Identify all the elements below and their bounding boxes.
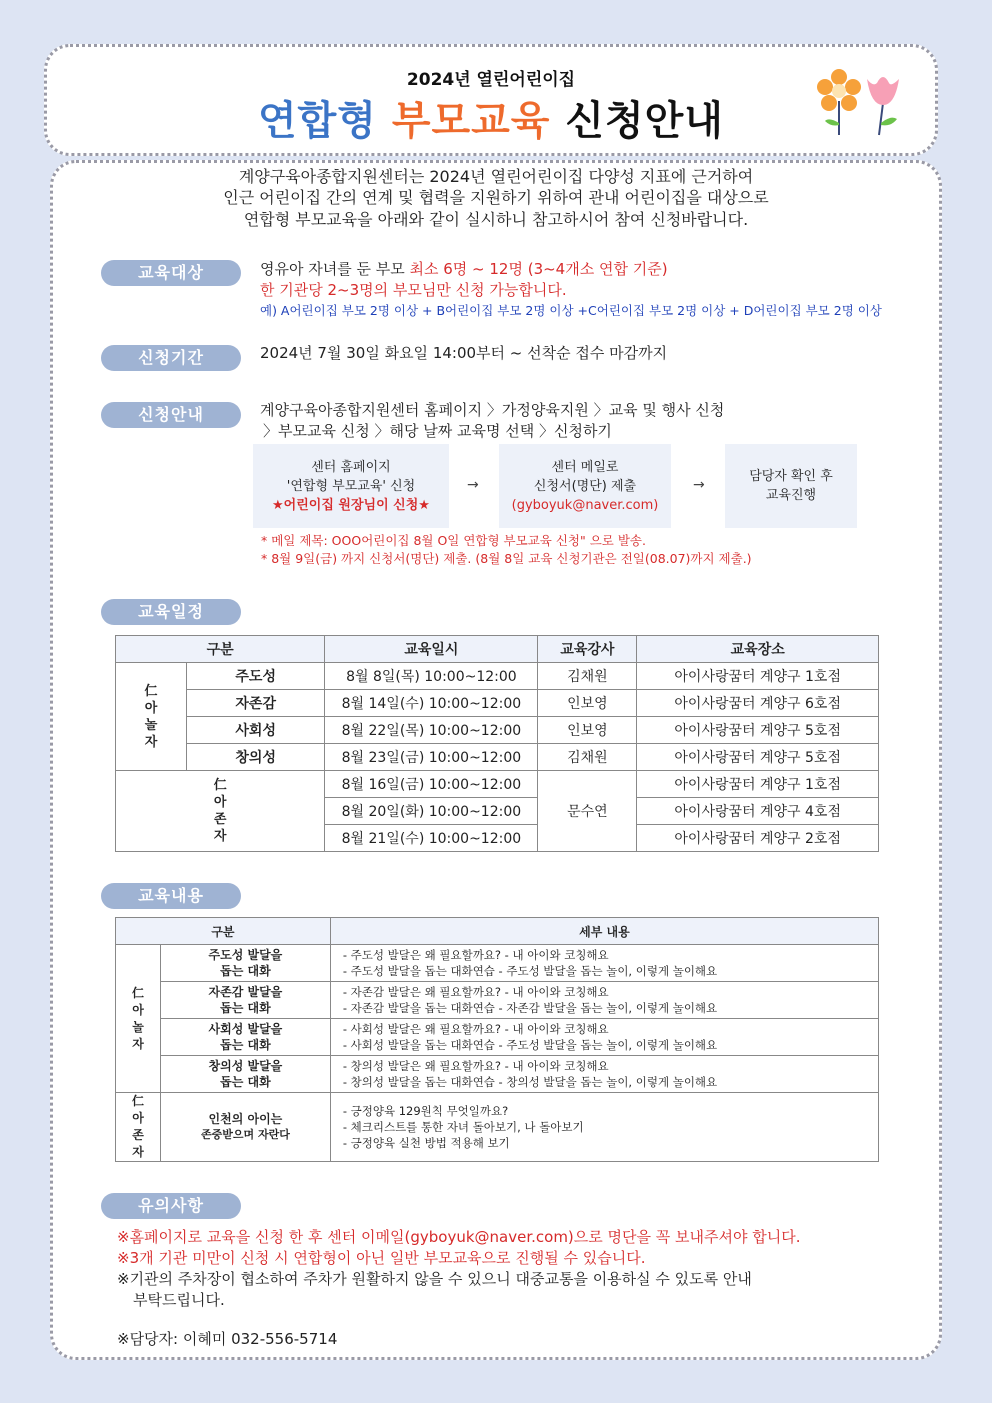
intro-line-1: 계양구육아종합지원센터는 2024년 열린어린이집 다양성 지표에 근거하여: [238, 167, 754, 186]
schedule-place: 아이사랑꿈터 계양구 6호점: [637, 690, 879, 717]
flow-arrow-1: →: [467, 477, 479, 493]
flow-step-1-line-1: 센터 홈페이지: [311, 459, 391, 475]
content-name: 인천의 아이는 존중받으며 자란다: [161, 1093, 331, 1162]
schedule-table: [115, 635, 879, 852]
content-detail: - 사회성 발달은 왜 필요할까요? - 내 아이와 코칭해요 - 사회성 발달을 돕는 대화연습 - 주도성 발달을 돕는 놀이, 이렇게 놀이해요: [330, 1019, 878, 1056]
flow-step-3-line-2: 교육진행: [765, 488, 817, 503]
table-row: [116, 663, 879, 690]
schedule-date: 8월 20일(화) 10:00~12:00: [325, 798, 538, 825]
content-detail: - 창의성 발달은 왜 필요할까요? - 내 아이와 코칭해요 - 창의성 발달을 돕는 대화연습 - 창의성 발달을 돕는 놀이, 이렇게 놀이해요: [330, 1056, 878, 1093]
content-group-1: 仁 아 놀 자: [116, 945, 161, 1093]
schedule-name: 자존감: [187, 690, 325, 717]
flower-icon: [809, 63, 909, 139]
schedule-place: 아이사랑꿈터 계양구 2호점: [637, 825, 879, 852]
contact-info: ※담당자: 이혜미 032-556-5714: [117, 1330, 338, 1348]
table-row: [116, 1019, 879, 1056]
intro-line-3: 연합형 부모교육을 아래와 같이 실시하니 참고하시어 참여 신청바랍니다.: [243, 210, 749, 229]
note-2: ※3개 기관 미만이 신청 시 연합형이 아닌 일반 부모교육으로 진행될 수 있습니다.: [117, 1249, 646, 1267]
main-box: [50, 160, 942, 1360]
schedule-header: 교육일시: [325, 636, 538, 663]
schedule-header: 교육강사: [538, 636, 637, 663]
schedule-place: 아이사랑꿈터 계양구 1호점: [637, 771, 879, 798]
flow-step-2-line-2: 신청서(명단) 제출: [533, 478, 637, 494]
table-row: [116, 717, 879, 744]
schedule-date: 8월 14일(수) 10:00~12:00: [325, 690, 538, 717]
guide-note-1: * 메일 제목: OOO어린이집 8월 O일 연합형 부모교육 신청" 으로 발송.: [261, 533, 646, 548]
flow-arrow-2: →: [693, 477, 705, 493]
guide-line-2: 〉부모교육 신청 〉해당 날짜 교육명 선택 〉신청하기: [263, 422, 612, 440]
content-name: 사회성 발달을 돕는 대화: [161, 1019, 331, 1056]
target-line-1: [260, 258, 668, 279]
schedule-teacher: 김채원: [538, 744, 637, 771]
schedule-date: 8월 16일(금) 10:00~12:00: [325, 771, 538, 798]
content-name: 자존감 발달을 돕는 대화: [161, 982, 331, 1019]
title-part-3: 신청안내: [565, 98, 724, 144]
table-row: [116, 1056, 879, 1093]
table-row: [116, 982, 879, 1019]
content-table: [115, 917, 879, 1162]
subtitle: 2024년 열린어린이집: [406, 70, 576, 90]
title-part-1: 연합형: [258, 98, 377, 144]
schedule-name: 창의성: [187, 744, 325, 771]
schedule-date: 8월 23일(금) 10:00~12:00: [325, 744, 538, 771]
header-box: [44, 44, 938, 156]
intro-line-2: 인근 어린이집 간의 연계 및 협력을 지원하기 위하여 관내 어린이집을 대상으로: [223, 188, 769, 207]
content-header: 세부 내용: [330, 918, 878, 945]
note-1: ※홈페이지로 교육을 신청 한 후 센터 이메일(gyboyuk@naver.com)으로 명단을 꼭 보내주셔야 합니다.: [117, 1228, 801, 1246]
schedule-name: 주도성: [187, 663, 325, 690]
schedule-teacher: 김채원: [538, 663, 637, 690]
title-part-2: 부모교육: [391, 98, 551, 144]
content-header: 구분: [116, 918, 331, 945]
target-line-3: 예) A어린이집 부모 2명 이상 + B어린이집 부모 2명 이상 +C어린이집 부모 2명 이상 + D어린이집 부모 2명 이상: [260, 303, 882, 318]
target-line-1a: 영유아 자녀를 둔 부모: [260, 260, 410, 278]
table-row: [116, 744, 879, 771]
section-label-guide: 신청안내: [101, 402, 241, 428]
schedule-place: 아이사랑꿈터 계양구 5호점: [637, 717, 879, 744]
schedule-place: 아이사랑꿈터 계양구 5호점: [637, 744, 879, 771]
schedule-header: 구분: [116, 636, 325, 663]
table-row: [116, 945, 879, 982]
section-label-period: 신청기간: [101, 345, 241, 371]
guide-line-1: 계양구육아종합지원센터 홈페이지 〉가정양육지원 〉교육 및 행사 신청: [260, 401, 725, 419]
content-name: 주도성 발달을 돕는 대화: [161, 945, 331, 982]
section-label-schedule: 교육일정: [101, 599, 241, 625]
schedule-date: 8월 22일(목) 10:00~12:00: [325, 717, 538, 744]
content-detail: - 자존감 발달은 왜 필요할까요? - 내 아이와 코칭해요 - 자존감 발달을 돕는 대화연습 - 자존감 발달을 돕는 놀이, 이렇게 놀이해요: [330, 982, 878, 1019]
schedule-place: 아이사랑꿈터 계양구 4호점: [637, 798, 879, 825]
flow-step-3-line-1: 담당자 확인 후: [749, 469, 833, 484]
target-line-2: 한 기관당 2~3명의 부모님만 신청 가능합니다.: [260, 281, 567, 299]
target-line-1b: 최소 6명 ~ 12명 (3~4개소 연합 기준): [409, 260, 668, 278]
page-title: [47, 89, 935, 146]
schedule-header: 교육장소: [637, 636, 879, 663]
schedule-name: 사회성: [187, 717, 325, 744]
flow-step-2: [499, 444, 671, 528]
content-detail: - 주도성 발달은 왜 필요할까요? - 내 아이와 코칭해요 - 주도성 발달을 돕는 대화연습 - 주도성 발달을 돕는 놀이, 이렇게 놀이해요: [330, 945, 878, 982]
flow-step-2-line-1: 센터 메일로: [551, 459, 619, 475]
section-label-content: 교육내용: [101, 883, 241, 909]
note-3-cont: 부탁드립니다.: [133, 1291, 225, 1309]
schedule-date: 8월 21일(수) 10:00~12:00: [325, 825, 538, 852]
note-3: ※기관의 주차장이 협소하여 주차가 원활하지 않을 수 있으니 대중교통을 이용하실 수 있도록 안내: [117, 1270, 752, 1288]
content-detail: - 긍정양육 129원칙 무엇일까요? - 체크리스트를 통한 자녀 돌아보기, 나 돌아보기 - 긍정양육 실천 방법 적용해 보기: [330, 1093, 878, 1162]
table-row: [116, 771, 879, 798]
flow-step-1-line-3: ★어린이집 원장님이 신청★: [272, 497, 430, 513]
guide-note-2: * 8월 9일(금) 까지 신청서(명단) 제출. (8월 8일 교육 신청기관은 전일(08.07)까지 제출.): [261, 551, 752, 566]
section-label-notes: 유의사항: [101, 1193, 241, 1219]
period-text: 2024년 7월 30일 화요일 14:00부터 ~ 선착순 접수 마감까지: [260, 344, 668, 362]
schedule-date: 8월 8일(목) 10:00~12:00: [325, 663, 538, 690]
schedule-place: 아이사랑꿈터 계양구 1호점: [637, 663, 879, 690]
table-row: [116, 1093, 879, 1162]
schedule-group-1: 仁 아 놀 자: [116, 663, 187, 771]
schedule-teacher: 인보영: [538, 717, 637, 744]
content-group-2: 仁 아 존 자: [116, 1093, 161, 1162]
flow-step-3: [725, 444, 857, 528]
flow-step-2-line-3: (gyboyuk@naver.com): [511, 497, 659, 513]
section-label-target: 교육대상: [101, 260, 241, 286]
schedule-teacher: 문수연: [538, 771, 637, 852]
flow-step-1: [253, 444, 449, 528]
schedule-group-2: 仁 아 존 자: [116, 771, 325, 852]
flow-step-1-line-2: '연합형 부모교육' 신청: [286, 478, 416, 494]
table-row: [116, 690, 879, 717]
content-name: 창의성 발달을 돕는 대화: [161, 1056, 331, 1093]
schedule-teacher: 인보영: [538, 690, 637, 717]
